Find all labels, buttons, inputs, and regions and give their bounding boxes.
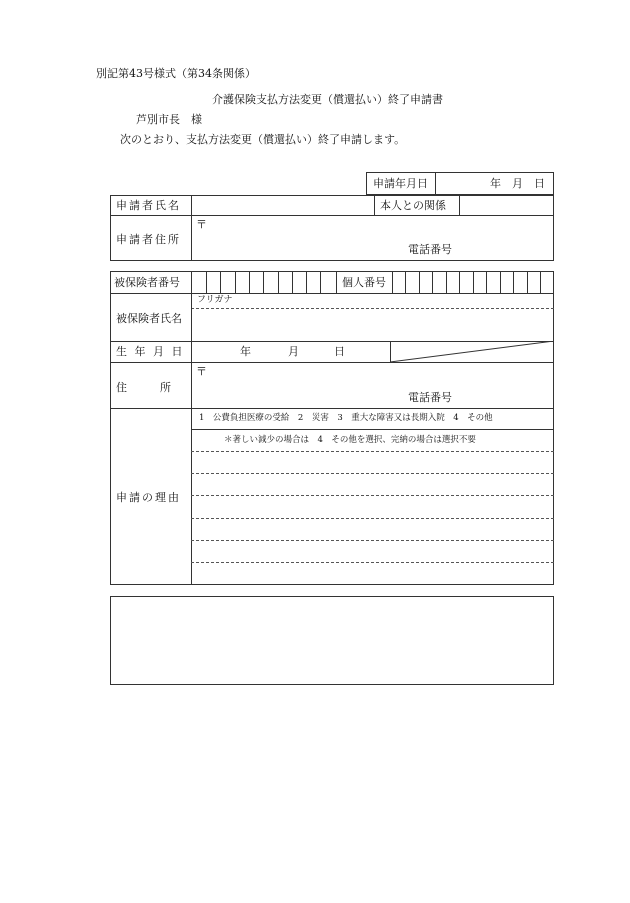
form-number: 別記第43号様式（第34条関係）: [96, 67, 256, 80]
diagonal-slash: [390, 341, 554, 362]
insured-address-field[interactable]: [210, 364, 550, 388]
reason-options: 1 公費負担医療の受給 2 災害 3 重大な障害又は長期入院 4 その他: [199, 413, 493, 423]
personal-number-label: 個人番号: [342, 276, 386, 289]
birth-month-unit: 月: [288, 345, 299, 358]
insured-number-label: 被保険者番号: [114, 276, 180, 289]
birthdate-label: 生 年 月 日: [116, 345, 185, 358]
remarks-box[interactable]: [110, 596, 554, 685]
postal-mark: 〒: [196, 218, 207, 231]
applicant-address-field[interactable]: [210, 217, 550, 239]
birth-year-unit: 年: [240, 345, 251, 358]
intro-text: 次のとおり、支払方法変更（償還払い）終了申請します。: [120, 133, 406, 146]
applicant-phone-label: 電話番号: [408, 243, 452, 256]
reason-note: ＊著しい減少の場合は 4 その他を選択、完納の場合は選択不要: [224, 435, 476, 445]
application-date-field[interactable]: 年 月 日: [490, 177, 545, 190]
form-title: 介護保険支払方法変更（償還払い）終了申請書: [212, 93, 443, 106]
furigana-label: フリガナ: [197, 295, 233, 305]
insured-name-label: 被保険者氏名: [116, 312, 182, 325]
applicant-address-label: 申請者住所: [116, 233, 181, 246]
reason-detail-field[interactable]: [192, 452, 552, 582]
insured-name-field[interactable]: [192, 310, 552, 340]
insured-postal-mark: 〒: [196, 365, 207, 378]
applicant-name-field[interactable]: [192, 196, 373, 214]
insured-number-field[interactable]: [192, 272, 335, 292]
insured-address-label: 住 所: [116, 381, 171, 394]
personal-number-field[interactable]: [393, 272, 553, 292]
addressee: 芦別市長 様: [136, 113, 202, 126]
relation-field[interactable]: [460, 196, 553, 214]
birth-day-unit: 日: [334, 345, 345, 358]
reason-label: 申請の理由: [116, 491, 181, 504]
application-date-label: 申請年月日: [373, 177, 428, 190]
applicant-name-label: 申請者氏名: [116, 199, 181, 212]
relation-label: 本人との関係: [380, 199, 446, 212]
insured-phone-label: 電話番号: [408, 391, 452, 404]
